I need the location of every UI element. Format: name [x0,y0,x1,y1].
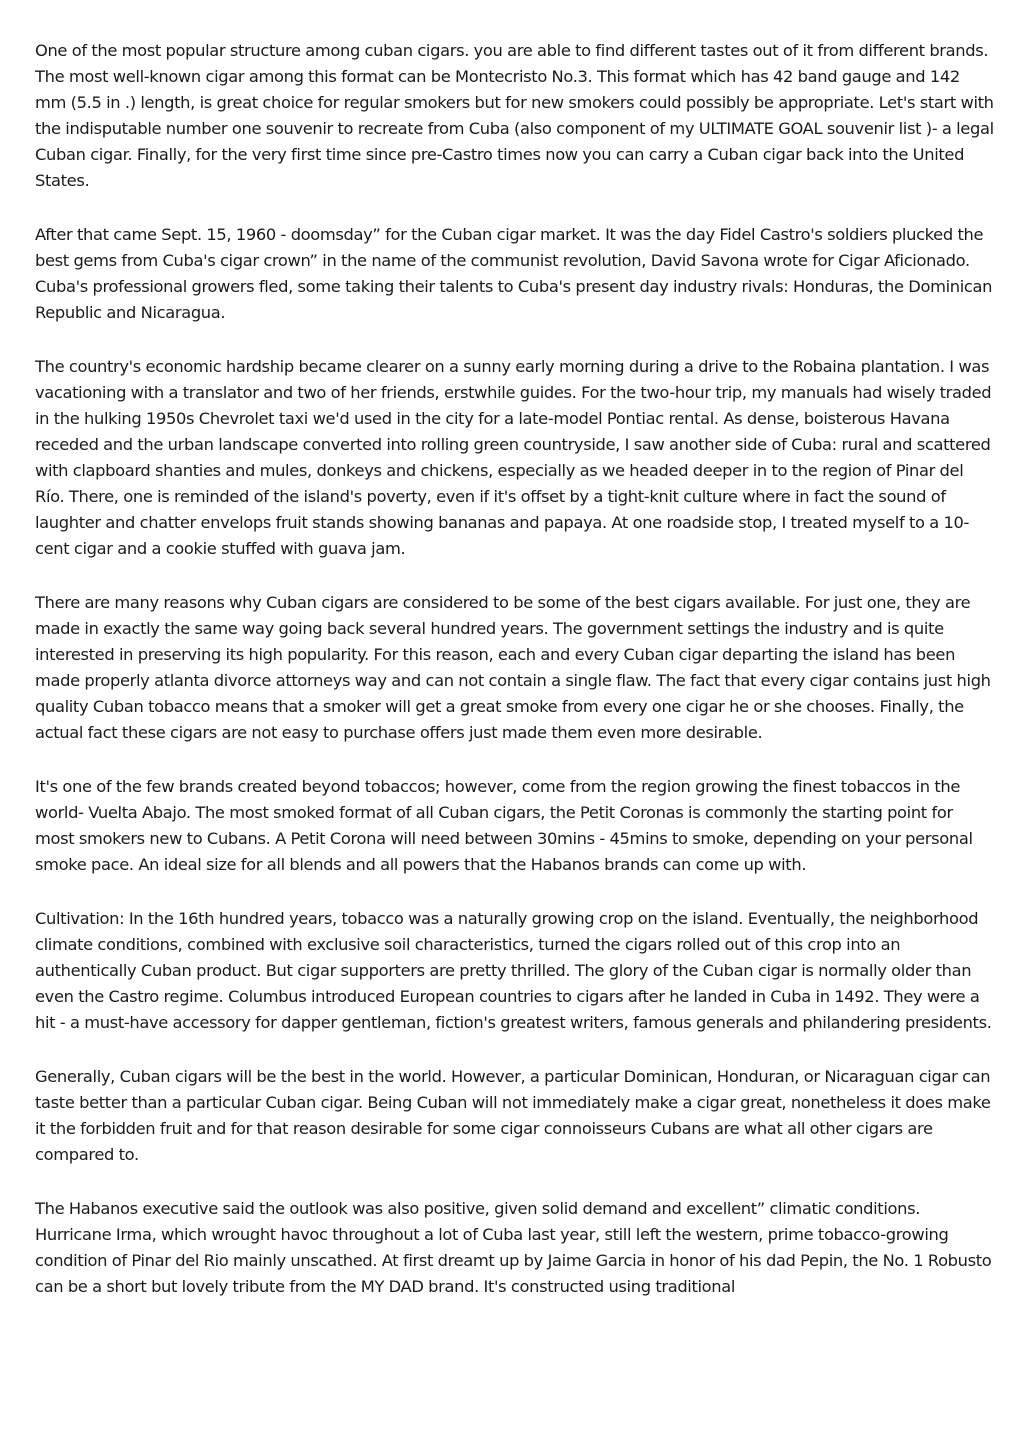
paragraph-2: After that came Sept. 15, 1960 - doomsday” for the Cuban cigar market. It was the day Fidel Castro's soldiers plucked the best gems from Cuba's cigar crown” in the name of the communist revolution, David Savona wrote for Cigar Aficionado. Cuba's professional growers fled, some taking their talents to Cuba's present day industry rivals: Honduras, the Dominican Republic and Nicaragua. [35,225,993,322]
paragraph-4: There are many reasons why Cuban cigars are considered to be some of the best cigars available. For just one, they are made in exactly the same way going back several hundred years. The government settings the industry and is quite interested in preserving its high popularity. For this reason, each and every Cuban cigar departing the island has been made properly atlanta divorce attorneys way and can not contain a single flaw. The fact that every cigar contains just high quality Cuban tobacco means that a smoker will get a great smoke from every one cigar he or she chooses. Finally, the actual fact these cigars are not easy to purchase offers just made them even more desirable. [35,593,991,742]
paragraph-5: It's one of the few brands created beyond tobaccos; however, come from the region growing the finest tobaccos in the world- Vuelta Abajo. The most smoked format of all Cuban cigars, the Petit Coronas is commonly the starting point for most smokers new to Cubans. A Petit Corona will need between 30mins - 45mins to smoke, depending on your personal smoke pace. An ideal size for all blends and all powers that the Habanos brands can come up with. [35,777,973,874]
paragraph-6: Cultivation: In the 16th hundred years, tobacco was a naturally growing crop on the island. Eventually, the neighborhood climate conditions, combined with exclusive soil characteristics, turned the cigars rolled out of this crop into an authentically Cuban product. But cigar supporters are pretty thrilled. The glory of the Cuban cigar is normally older than even the Castro regime. Columbus introduced European countries to cigars after he landed in Cuba in 1492. They were a hit - a must-have accessory for dapper gentleman, fiction's greatest writers, famous generals and philandering presidents. [35,909,992,1032]
paragraph-1: One of the most popular structure among cuban cigars. you are able to find different tastes out of it from different brands. The most well-known cigar among this format can be Montecristo No.3. This format which has 42 band gauge and 142 mm (5.5 in .) length, is great choice for regular smokers but for new smokers could possibly be appropriate. Let's start with the indisputable number one souvenir to recreate from Cuba (also component of my ULTIMATE GOAL souvenir list )- a legal Cuban cigar. Finally, for the very first time since pre-Castro times now you can carry a Cuban cigar back into the United States. [35,41,994,190]
document-page [35,38,995,1328]
paragraph-8: The Habanos executive said the outlook was also positive, given solid demand and excellent” climatic conditions. Hurricane Irma, which wrought havoc throughout a lot of Cuba last year, still left the western, prime tobacco-growing condition of Pinar del Rio mainly unscathed. At first dreamt up by Jaime Garcia in honor of his dad Pepin, the No. 1 Robusto can be a short but lovely tribute from the MY DAD brand. It's constructed using traditional [35,1199,992,1296]
paragraph-7: Generally, Cuban cigars will be the best in the world. However, a particular Dominican, Honduran, or Nicaraguan cigar can taste better than a particular Cuban cigar. Being Cuban will not immediately make a cigar great, nonetheless it does make it the forbidden fruit and for that reason desirable for some cigar connoisseurs Cubans are what all other cigars are compared to. [35,1067,991,1164]
paragraph-3: The country's economic hardship became clearer on a sunny early morning during a drive to the Robaina plantation. I was vacationing with a translator and two of her friends, erstwhile guides. For the two-hour trip, my manuals had wisely traded in the hulking 1950s Chevrolet taxi we'd used in the city for a late-model Pontiac rental. As dense, boisterous Havana receded and the urban landscape converted into rolling green countryside, I saw another side of Cuba: rural and scattered with clapboard shanties and mules, donkeys and chickens, especially as we headed deeper in to the region of Pinar del Río. There, one is reminded of the island's poverty, even if it's offset by a tight-knit culture where in fact the sound of laughter and chatter envelops fruit stands showing bananas and papaya. At one roadside stop, I treated myself to a 10-cent cigar and a cookie stuffed with guava jam. [35,357,992,558]
